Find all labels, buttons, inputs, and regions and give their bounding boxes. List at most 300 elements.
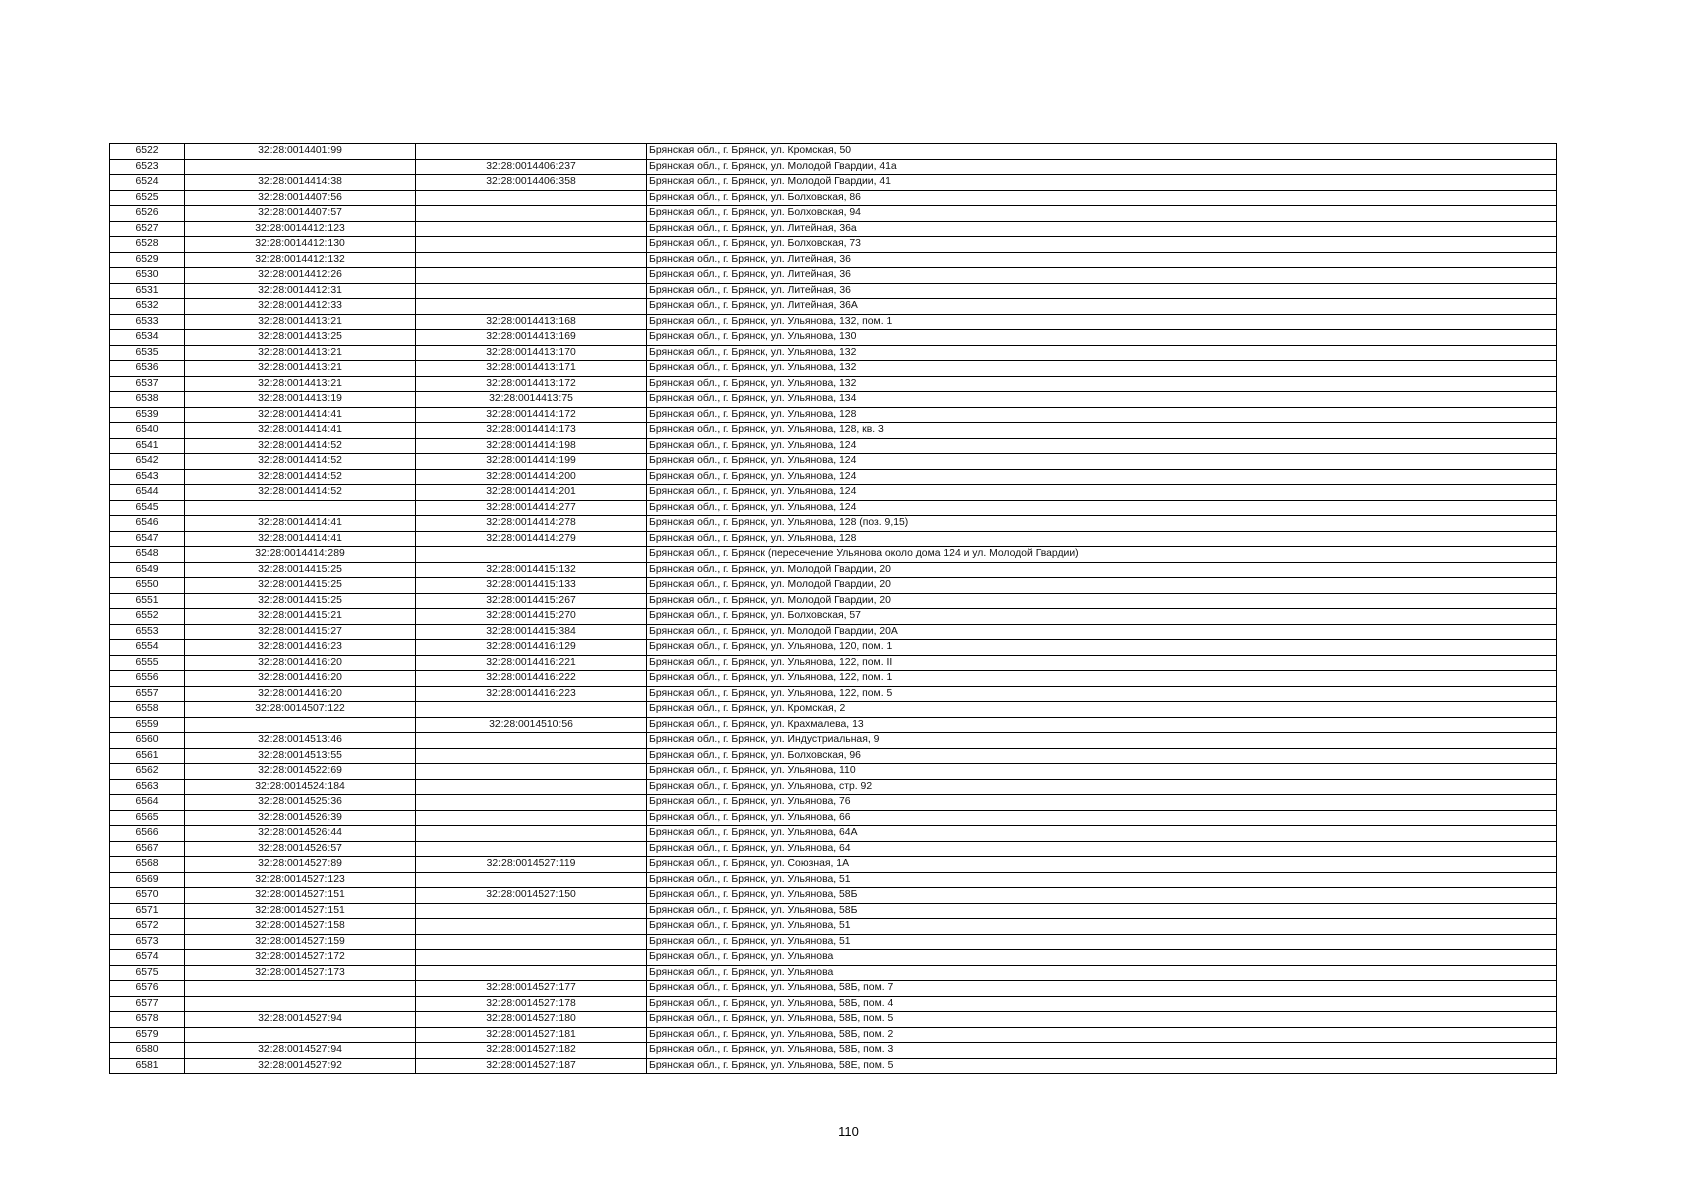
cadastral-number-cell: 32:28:0014412:130: [185, 237, 416, 253]
row-number-cell: 6557: [110, 686, 185, 702]
row-number-cell: 6580: [110, 1043, 185, 1059]
table-row: [110, 919, 1557, 935]
table-row: [110, 144, 1557, 160]
cadastral-number-cell: 32:28:0014527:159: [185, 934, 416, 950]
cadastral-number-cell: 32:28:0014526:39: [185, 810, 416, 826]
cadastral-number-cell: [185, 981, 416, 997]
object-cadastral-number-cell: [416, 919, 647, 935]
address-cell: Брянская обл., г. Брянск, ул. Ульянова, 134: [647, 392, 1557, 408]
cadastral-number-cell: 32:28:0014416:20: [185, 686, 416, 702]
row-number-cell: 6564: [110, 795, 185, 811]
cadastral-number-cell: 32:28:0014415:25: [185, 593, 416, 609]
address-cell: Брянская обл., г. Брянск, ул. Литейная, 36А: [647, 299, 1557, 315]
row-number-cell: 6542: [110, 454, 185, 470]
row-number-cell: 6547: [110, 531, 185, 547]
table-row: [110, 934, 1557, 950]
object-cadastral-number-cell: 32:28:0014416:222: [416, 671, 647, 687]
cadastral-number-cell: 32:28:0014527:94: [185, 1043, 416, 1059]
row-number-cell: 6558: [110, 702, 185, 718]
row-number-cell: 6568: [110, 857, 185, 873]
object-cadastral-number-cell: 32:28:0014527:178: [416, 996, 647, 1012]
table-row: [110, 159, 1557, 175]
cadastral-number-cell: [185, 996, 416, 1012]
address-cell: Брянская обл., г. Брянск, ул. Ульянова, 124: [647, 454, 1557, 470]
row-number-cell: 6571: [110, 903, 185, 919]
row-number-cell: 6548: [110, 547, 185, 563]
object-cadastral-number-cell: [416, 841, 647, 857]
address-cell: Брянская обл., г. Брянск, ул. Ульянова, 124: [647, 500, 1557, 516]
row-number-cell: 6550: [110, 578, 185, 594]
object-cadastral-number-cell: [416, 702, 647, 718]
row-number-cell: 6524: [110, 175, 185, 191]
cadastral-number-cell: [185, 159, 416, 175]
object-cadastral-number-cell: [416, 144, 647, 160]
address-cell: Брянская обл., г. Брянск, ул. Кромская, 50: [647, 144, 1557, 160]
cadastral-number-cell: 32:28:0014513:55: [185, 748, 416, 764]
object-cadastral-number-cell: 32:28:0014414:277: [416, 500, 647, 516]
cadastral-number-cell: 32:28:0014413:21: [185, 376, 416, 392]
row-number-cell: 6579: [110, 1027, 185, 1043]
page-number: 110: [838, 1124, 859, 1139]
row-number-cell: 6534: [110, 330, 185, 346]
table-row: [110, 640, 1557, 656]
cadastral-number-cell: 32:28:0014524:184: [185, 779, 416, 795]
row-number-cell: 6570: [110, 888, 185, 904]
table-row: [110, 655, 1557, 671]
address-cell: Брянская обл., г. Брянск, ул. Литейная, 36: [647, 283, 1557, 299]
table-row: [110, 733, 1557, 749]
address-cell: Брянская обл., г. Брянск, ул. Ульянова, 58Б, пом. 3: [647, 1043, 1557, 1059]
row-number-cell: 6537: [110, 376, 185, 392]
cadastral-number-cell: 32:28:0014415:27: [185, 624, 416, 640]
address-cell: Брянская обл., г. Брянск, ул. Литейная, 36а: [647, 221, 1557, 237]
object-cadastral-number-cell: [416, 872, 647, 888]
row-number-cell: 6561: [110, 748, 185, 764]
address-cell: Брянская обл., г. Брянск, ул. Ульянова, 64: [647, 841, 1557, 857]
row-number-cell: 6577: [110, 996, 185, 1012]
address-cell: Брянская обл., г. Брянск, ул. Болховская, 57: [647, 609, 1557, 625]
row-number-cell: 6541: [110, 438, 185, 454]
cadastral-number-cell: 32:28:0014525:36: [185, 795, 416, 811]
object-cadastral-number-cell: 32:28:0014415:133: [416, 578, 647, 594]
row-number-cell: 6522: [110, 144, 185, 160]
address-cell: Брянская обл., г. Брянск, ул. Молодой Гвардии, 41: [647, 175, 1557, 191]
table-row: [110, 175, 1557, 191]
address-cell: Брянская обл., г. Брянск, ул. Ульянова, 76: [647, 795, 1557, 811]
address-cell: Брянская обл., г. Брянск, ул. Ульянова, 122, пом. 5: [647, 686, 1557, 702]
row-number-cell: 6551: [110, 593, 185, 609]
cadastral-number-cell: 32:28:0014527:92: [185, 1058, 416, 1074]
cadastral-number-cell: 32:28:0014414:41: [185, 407, 416, 423]
object-cadastral-number-cell: 32:28:0014413:168: [416, 314, 647, 330]
address-cell: Брянская обл., г. Брянск, ул. Ульянова, 58Б, пом. 5: [647, 1012, 1557, 1028]
row-number-cell: 6526: [110, 206, 185, 222]
object-cadastral-number-cell: 32:28:0014414:173: [416, 423, 647, 439]
row-number-cell: 6530: [110, 268, 185, 284]
object-cadastral-number-cell: 32:28:0014414:172: [416, 407, 647, 423]
row-number-cell: 6529: [110, 252, 185, 268]
object-cadastral-number-cell: [416, 965, 647, 981]
address-cell: Брянская обл., г. Брянск, ул. Болховская, 86: [647, 190, 1557, 206]
cadastral-number-cell: 32:28:0014414:38: [185, 175, 416, 191]
row-number-cell: 6563: [110, 779, 185, 795]
table-row: [110, 624, 1557, 640]
row-number-cell: 6575: [110, 965, 185, 981]
address-cell: Брянская обл., г. Брянск, ул. Молодой Гвардии, 20: [647, 593, 1557, 609]
address-cell: Брянская обл., г. Брянск, ул. Ульянова, 132, пом. 1: [647, 314, 1557, 330]
cadastral-number-cell: 32:28:0014527:172: [185, 950, 416, 966]
table-row: [110, 795, 1557, 811]
table-row: [110, 717, 1557, 733]
row-number-cell: 6553: [110, 624, 185, 640]
table-row: [110, 826, 1557, 842]
object-cadastral-number-cell: [416, 795, 647, 811]
address-cell: Брянская обл., г. Брянск, ул. Ульянова, 124: [647, 438, 1557, 454]
table-row: [110, 1043, 1557, 1059]
address-cell: Брянская обл., г. Брянск, ул. Крахмалева, 13: [647, 717, 1557, 733]
address-cell: Брянская обл., г. Брянск, ул. Индустриальная, 9: [647, 733, 1557, 749]
cadastral-number-cell: 32:28:0014522:69: [185, 764, 416, 780]
table-row: [110, 361, 1557, 377]
row-number-cell: 6576: [110, 981, 185, 997]
row-number-cell: 6578: [110, 1012, 185, 1028]
object-cadastral-number-cell: 32:28:0014416:221: [416, 655, 647, 671]
cadastral-number-cell: 32:28:0014413:21: [185, 361, 416, 377]
object-cadastral-number-cell: [416, 934, 647, 950]
address-cell: Брянская обл., г. Брянск, ул. Ульянова, 132: [647, 376, 1557, 392]
address-cell: Брянская обл., г. Брянск, ул. Ульянова, стр. 92: [647, 779, 1557, 795]
cadastral-number-cell: 32:28:0014415:25: [185, 578, 416, 594]
object-cadastral-number-cell: 32:28:0014413:169: [416, 330, 647, 346]
object-cadastral-number-cell: 32:28:0014527:150: [416, 888, 647, 904]
cadastral-number-cell: 32:28:0014412:33: [185, 299, 416, 315]
address-cell: Брянская обл., г. Брянск, ул. Ульянова, 128: [647, 531, 1557, 547]
cadastral-number-cell: 32:28:0014526:57: [185, 841, 416, 857]
table-row: [110, 376, 1557, 392]
cadastral-number-cell: 32:28:0014416:20: [185, 671, 416, 687]
row-number-cell: 6540: [110, 423, 185, 439]
registry-table: [109, 143, 1557, 1074]
object-cadastral-number-cell: [416, 252, 647, 268]
cadastral-number-cell: 32:28:0014412:26: [185, 268, 416, 284]
row-number-cell: 6531: [110, 283, 185, 299]
cadastral-number-cell: 32:28:0014407:57: [185, 206, 416, 222]
address-cell: Брянская обл., г. Брянск, ул. Ульянова, 130: [647, 330, 1557, 346]
cadastral-number-cell: 32:28:0014413:21: [185, 314, 416, 330]
table-row: [110, 283, 1557, 299]
object-cadastral-number-cell: [416, 221, 647, 237]
row-number-cell: 6525: [110, 190, 185, 206]
cadastral-number-cell: 32:28:0014414:41: [185, 531, 416, 547]
table-row: [110, 268, 1557, 284]
row-number-cell: 6536: [110, 361, 185, 377]
object-cadastral-number-cell: 32:28:0014527:119: [416, 857, 647, 873]
address-cell: Брянская обл., г. Брянск, ул. Ульянова, 58Б: [647, 903, 1557, 919]
address-cell: Брянская обл., г. Брянск, ул. Ульянова, 128 (поз. 9,15): [647, 516, 1557, 532]
table-row: [110, 779, 1557, 795]
cadastral-number-cell: 32:28:0014412:31: [185, 283, 416, 299]
table-row: [110, 423, 1557, 439]
row-number-cell: 6566: [110, 826, 185, 842]
address-cell: Брянская обл., г. Брянск, ул. Молодой Гвардии, 41а: [647, 159, 1557, 175]
object-cadastral-number-cell: [416, 268, 647, 284]
address-cell: Брянская обл., г. Брянск, ул. Ульянова, 51: [647, 934, 1557, 950]
cadastral-number-cell: 32:28:0014414:41: [185, 423, 416, 439]
table-row: [110, 345, 1557, 361]
object-cadastral-number-cell: [416, 748, 647, 764]
row-number-cell: 6581: [110, 1058, 185, 1074]
cadastral-number-cell: 32:28:0014407:56: [185, 190, 416, 206]
row-number-cell: 6546: [110, 516, 185, 532]
table-row: [110, 996, 1557, 1012]
cadastral-number-cell: 32:28:0014527:173: [185, 965, 416, 981]
row-number-cell: 6562: [110, 764, 185, 780]
object-cadastral-number-cell: 32:28:0014416:129: [416, 640, 647, 656]
cadastral-number-cell: 32:28:0014414:52: [185, 454, 416, 470]
address-cell: Брянская обл., г. Брянск, ул. Молодой Гвардии, 20А: [647, 624, 1557, 640]
object-cadastral-number-cell: 32:28:0014414:200: [416, 469, 647, 485]
cadastral-number-cell: 32:28:0014527:151: [185, 888, 416, 904]
registry-table-body: [110, 144, 1557, 1074]
object-cadastral-number-cell: 32:28:0014406:237: [416, 159, 647, 175]
row-number-cell: 6532: [110, 299, 185, 315]
object-cadastral-number-cell: [416, 764, 647, 780]
cadastral-number-cell: 32:28:0014527:94: [185, 1012, 416, 1028]
table-row: [110, 314, 1557, 330]
row-number-cell: 6574: [110, 950, 185, 966]
address-cell: Брянская обл., г. Брянск, ул. Ульянова, 128: [647, 407, 1557, 423]
cadastral-number-cell: 32:28:0014414:289: [185, 547, 416, 563]
table-row: [110, 593, 1557, 609]
cadastral-number-cell: 32:28:0014507:122: [185, 702, 416, 718]
table-row: [110, 485, 1557, 501]
table-row: [110, 221, 1557, 237]
object-cadastral-number-cell: 32:28:0014527:180: [416, 1012, 647, 1028]
object-cadastral-number-cell: 32:28:0014414:198: [416, 438, 647, 454]
object-cadastral-number-cell: 32:28:0014416:223: [416, 686, 647, 702]
table-row: [110, 454, 1557, 470]
object-cadastral-number-cell: [416, 190, 647, 206]
row-number-cell: 6538: [110, 392, 185, 408]
cadastral-number-cell: 32:28:0014414:52: [185, 485, 416, 501]
address-cell: Брянская обл., г. Брянск, ул. Литейная, 36: [647, 268, 1557, 284]
row-number-cell: 6565: [110, 810, 185, 826]
address-cell: Брянская обл., г. Брянск, ул. Болховская, 94: [647, 206, 1557, 222]
row-number-cell: 6523: [110, 159, 185, 175]
row-number-cell: 6535: [110, 345, 185, 361]
object-cadastral-number-cell: [416, 733, 647, 749]
table-row: [110, 965, 1557, 981]
address-cell: Брянская обл., г. Брянск, ул. Ульянова, 124: [647, 469, 1557, 485]
table-row: [110, 562, 1557, 578]
table-row: [110, 888, 1557, 904]
cadastral-number-cell: 32:28:0014414:52: [185, 438, 416, 454]
object-cadastral-number-cell: [416, 299, 647, 315]
address-cell: Брянская обл., г. Брянск, ул. Ульянова, 132: [647, 345, 1557, 361]
cadastral-number-cell: 32:28:0014413:19: [185, 392, 416, 408]
row-number-cell: 6560: [110, 733, 185, 749]
table-row: [110, 764, 1557, 780]
cadastral-number-cell: 32:28:0014414:52: [185, 469, 416, 485]
object-cadastral-number-cell: [416, 547, 647, 563]
table-row: [110, 516, 1557, 532]
address-cell: Брянская обл., г. Брянск, ул. Кромская, 2: [647, 702, 1557, 718]
cadastral-number-cell: 32:28:0014412:132: [185, 252, 416, 268]
table-row: [110, 1012, 1557, 1028]
object-cadastral-number-cell: [416, 283, 647, 299]
table-row: [110, 237, 1557, 253]
cadastral-number-cell: [185, 717, 416, 733]
address-cell: Брянская обл., г. Брянск, ул. Ульянова: [647, 965, 1557, 981]
cadastral-number-cell: 32:28:0014413:25: [185, 330, 416, 346]
row-number-cell: 6567: [110, 841, 185, 857]
cadastral-number-cell: [185, 500, 416, 516]
object-cadastral-number-cell: 32:28:0014415:384: [416, 624, 647, 640]
table-row: [110, 547, 1557, 563]
cadastral-number-cell: 32:28:0014527:89: [185, 857, 416, 873]
table-row: [110, 903, 1557, 919]
row-number-cell: 6539: [110, 407, 185, 423]
table-row: [110, 438, 1557, 454]
object-cadastral-number-cell: 32:28:0014414:279: [416, 531, 647, 547]
address-cell: Брянская обл., г. Брянск (пересечение Ульянова около дома 124 и ул. Молодой Гвардии): [647, 547, 1557, 563]
cadastral-number-cell: 32:28:0014415:25: [185, 562, 416, 578]
address-cell: Брянская обл., г. Брянск, ул. Ульянова, 122, пом. 1: [647, 671, 1557, 687]
address-cell: Брянская обл., г. Брянск, ул. Молодой Гвардии, 20: [647, 562, 1557, 578]
object-cadastral-number-cell: [416, 237, 647, 253]
cadastral-number-cell: 32:28:0014412:123: [185, 221, 416, 237]
object-cadastral-number-cell: 32:28:0014510:56: [416, 717, 647, 733]
address-cell: Брянская обл., г. Брянск, ул. Ульянова, 58Б, пом. 2: [647, 1027, 1557, 1043]
object-cadastral-number-cell: 32:28:0014413:171: [416, 361, 647, 377]
address-cell: Брянская обл., г. Брянск, ул. Ульянова: [647, 950, 1557, 966]
table-row: [110, 1058, 1557, 1074]
row-number-cell: 6533: [110, 314, 185, 330]
address-cell: Брянская обл., г. Брянск, ул. Ульянова, 110: [647, 764, 1557, 780]
cadastral-number-cell: 32:28:0014527:151: [185, 903, 416, 919]
object-cadastral-number-cell: 32:28:0014406:358: [416, 175, 647, 191]
object-cadastral-number-cell: 32:28:0014413:75: [416, 392, 647, 408]
table-row: [110, 531, 1557, 547]
address-cell: Брянская обл., г. Брянск, ул. Ульянова, 51: [647, 919, 1557, 935]
table-row: [110, 190, 1557, 206]
object-cadastral-number-cell: 32:28:0014527:187: [416, 1058, 647, 1074]
address-cell: Брянская обл., г. Брянск, ул. Ульянова, 120, пом. 1: [647, 640, 1557, 656]
address-cell: Брянская обл., г. Брянск, ул. Болховская, 73: [647, 237, 1557, 253]
address-cell: Брянская обл., г. Брянск, ул. Ульянова, 132: [647, 361, 1557, 377]
address-cell: Брянская обл., г. Брянск, ул. Ульянова, 64А: [647, 826, 1557, 842]
cadastral-number-cell: 32:28:0014414:41: [185, 516, 416, 532]
table-row: [110, 469, 1557, 485]
address-cell: Брянская обл., г. Брянск, ул. Ульянова, 51: [647, 872, 1557, 888]
table-row: [110, 407, 1557, 423]
table-row: [110, 206, 1557, 222]
address-cell: Брянская обл., г. Брянск, ул. Союзная, 1А: [647, 857, 1557, 873]
address-cell: Брянская обл., г. Брянск, ул. Ульянова, 66: [647, 810, 1557, 826]
object-cadastral-number-cell: 32:28:0014527:177: [416, 981, 647, 997]
address-cell: Брянская обл., г. Брянск, ул. Ульянова, 58Б, пом. 4: [647, 996, 1557, 1012]
row-number-cell: 6556: [110, 671, 185, 687]
table-row: [110, 748, 1557, 764]
table-row: [110, 981, 1557, 997]
table-row: [110, 810, 1557, 826]
object-cadastral-number-cell: [416, 206, 647, 222]
row-number-cell: 6572: [110, 919, 185, 935]
object-cadastral-number-cell: [416, 779, 647, 795]
address-cell: Брянская обл., г. Брянск, ул. Ульянова, 58Б, пом. 7: [647, 981, 1557, 997]
cadastral-number-cell: 32:28:0014415:21: [185, 609, 416, 625]
table-row: [110, 950, 1557, 966]
address-cell: Брянская обл., г. Брянск, ул. Ульянова, 58Е, пом. 5: [647, 1058, 1557, 1074]
cadastral-number-cell: 32:28:0014526:44: [185, 826, 416, 842]
cadastral-number-cell: 32:28:0014527:158: [185, 919, 416, 935]
cadastral-number-cell: 32:28:0014513:46: [185, 733, 416, 749]
object-cadastral-number-cell: 32:28:0014413:170: [416, 345, 647, 361]
table-row: [110, 671, 1557, 687]
address-cell: Брянская обл., г. Брянск, ул. Молодой Гвардии, 20: [647, 578, 1557, 594]
object-cadastral-number-cell: 32:28:0014415:267: [416, 593, 647, 609]
cadastral-number-cell: 32:28:0014416:20: [185, 655, 416, 671]
row-number-cell: 6573: [110, 934, 185, 950]
row-number-cell: 6545: [110, 500, 185, 516]
address-cell: Брянская обл., г. Брянск, ул. Ульянова, 58Б: [647, 888, 1557, 904]
row-number-cell: 6528: [110, 237, 185, 253]
address-cell: Брянская обл., г. Брянск, ул. Ульянова, 122, пом. II: [647, 655, 1557, 671]
object-cadastral-number-cell: 32:28:0014527:182: [416, 1043, 647, 1059]
cadastral-number-cell: 32:28:0014413:21: [185, 345, 416, 361]
table-row: [110, 702, 1557, 718]
object-cadastral-number-cell: 32:28:0014414:201: [416, 485, 647, 501]
address-cell: Брянская обл., г. Брянск, ул. Ульянова, 124: [647, 485, 1557, 501]
object-cadastral-number-cell: 32:28:0014414:199: [416, 454, 647, 470]
row-number-cell: 6543: [110, 469, 185, 485]
row-number-cell: 6549: [110, 562, 185, 578]
table-row: [110, 392, 1557, 408]
table-row: [110, 872, 1557, 888]
table-row: [110, 857, 1557, 873]
row-number-cell: 6544: [110, 485, 185, 501]
table-row: [110, 252, 1557, 268]
table-row: [110, 299, 1557, 315]
object-cadastral-number-cell: 32:28:0014415:270: [416, 609, 647, 625]
address-cell: Брянская обл., г. Брянск, ул. Ульянова, 128, кв. 3: [647, 423, 1557, 439]
row-number-cell: 6559: [110, 717, 185, 733]
object-cadastral-number-cell: [416, 826, 647, 842]
address-cell: Брянская обл., г. Брянск, ул. Литейная, 36: [647, 252, 1557, 268]
row-number-cell: 6569: [110, 872, 185, 888]
cadastral-number-cell: 32:28:0014527:123: [185, 872, 416, 888]
row-number-cell: 6527: [110, 221, 185, 237]
object-cadastral-number-cell: [416, 810, 647, 826]
object-cadastral-number-cell: 32:28:0014413:172: [416, 376, 647, 392]
table-row: [110, 500, 1557, 516]
table-row: [110, 1027, 1557, 1043]
cadastral-number-cell: 32:28:0014416:23: [185, 640, 416, 656]
table-row: [110, 330, 1557, 346]
table-row: [110, 686, 1557, 702]
row-number-cell: 6552: [110, 609, 185, 625]
object-cadastral-number-cell: 32:28:0014414:278: [416, 516, 647, 532]
cadastral-number-cell: 32:28:0014401:99: [185, 144, 416, 160]
object-cadastral-number-cell: 32:28:0014527:181: [416, 1027, 647, 1043]
row-number-cell: 6555: [110, 655, 185, 671]
table-row: [110, 841, 1557, 857]
cadastral-number-cell: [185, 1027, 416, 1043]
address-cell: Брянская обл., г. Брянск, ул. Болховская, 96: [647, 748, 1557, 764]
table-row: [110, 578, 1557, 594]
object-cadastral-number-cell: 32:28:0014415:132: [416, 562, 647, 578]
object-cadastral-number-cell: [416, 903, 647, 919]
